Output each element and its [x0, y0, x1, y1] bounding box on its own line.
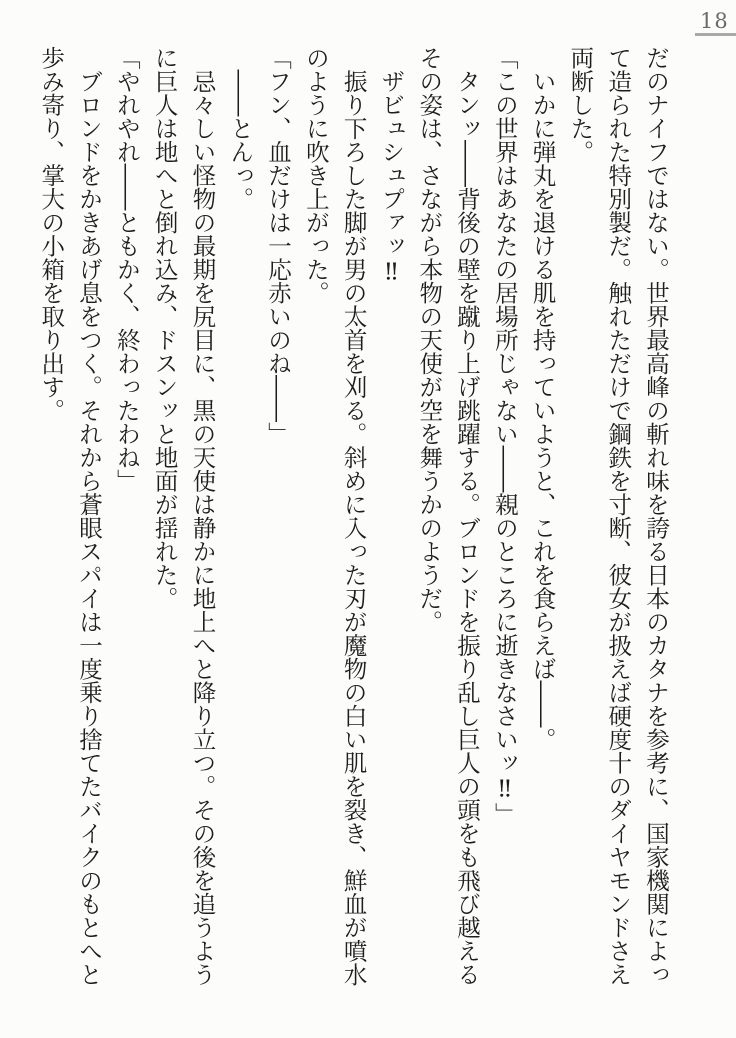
paragraph: 「この世界はあなたの居場所じゃない――親のところに逝きなさいッ‼」	[490, 46, 519, 826]
paragraph: 振り下ろした脚が男の太首を刈る。斜めに入った刃が魔物の白い肌を裂き、鮮血が噴水のように吹き上がった。	[301, 46, 368, 986]
paragraph: タンッ――背後の壁を蹴り上げ跳躍する。ブロンドを振り乱し巨人の頭をも飛び越えるその姿は、さながら本物の天使が空を舞うかのようだ。	[415, 46, 482, 986]
page-number: 18	[700, 9, 729, 33]
paragraph: 忌々しい怪物の最期を尻目に、黒の天使は静かに地上へと降り立つ。その後を追うように巨人は地へと倒れ込み、ドスンッと地面が揺れた。	[150, 46, 217, 986]
paragraph: だのナイフではない。世界最高峰の斬れ味を誇る日本のカタナを参考に、国家機関によって造られた特別製だ。触れただけで鋼鉄を寸断、彼女が扱えば硬度十のダイヤモンドさえ両断した。	[566, 46, 670, 986]
paragraph: ブロンドをかきあげ息をつく。それから蒼眼スパイは一度乗り捨てたバイクのもとへと歩み寄り、掌大の小箱を取り出す。	[37, 46, 104, 986]
page-number-rule	[695, 33, 736, 36]
paragraph: ザビュシュプァッ‼	[377, 46, 406, 286]
paragraph: 「フン、血だけは一応赤いのね――」	[264, 46, 293, 446]
paragraph: ――とんっ。	[226, 46, 255, 211]
paragraph: 「やれやれ――ともかく、終わったわね」	[112, 46, 141, 493]
paragraph: いかに弾丸を退ける肌を持っていようと、これを食らえば――。	[528, 46, 557, 751]
novel-text	[31, 46, 674, 988]
